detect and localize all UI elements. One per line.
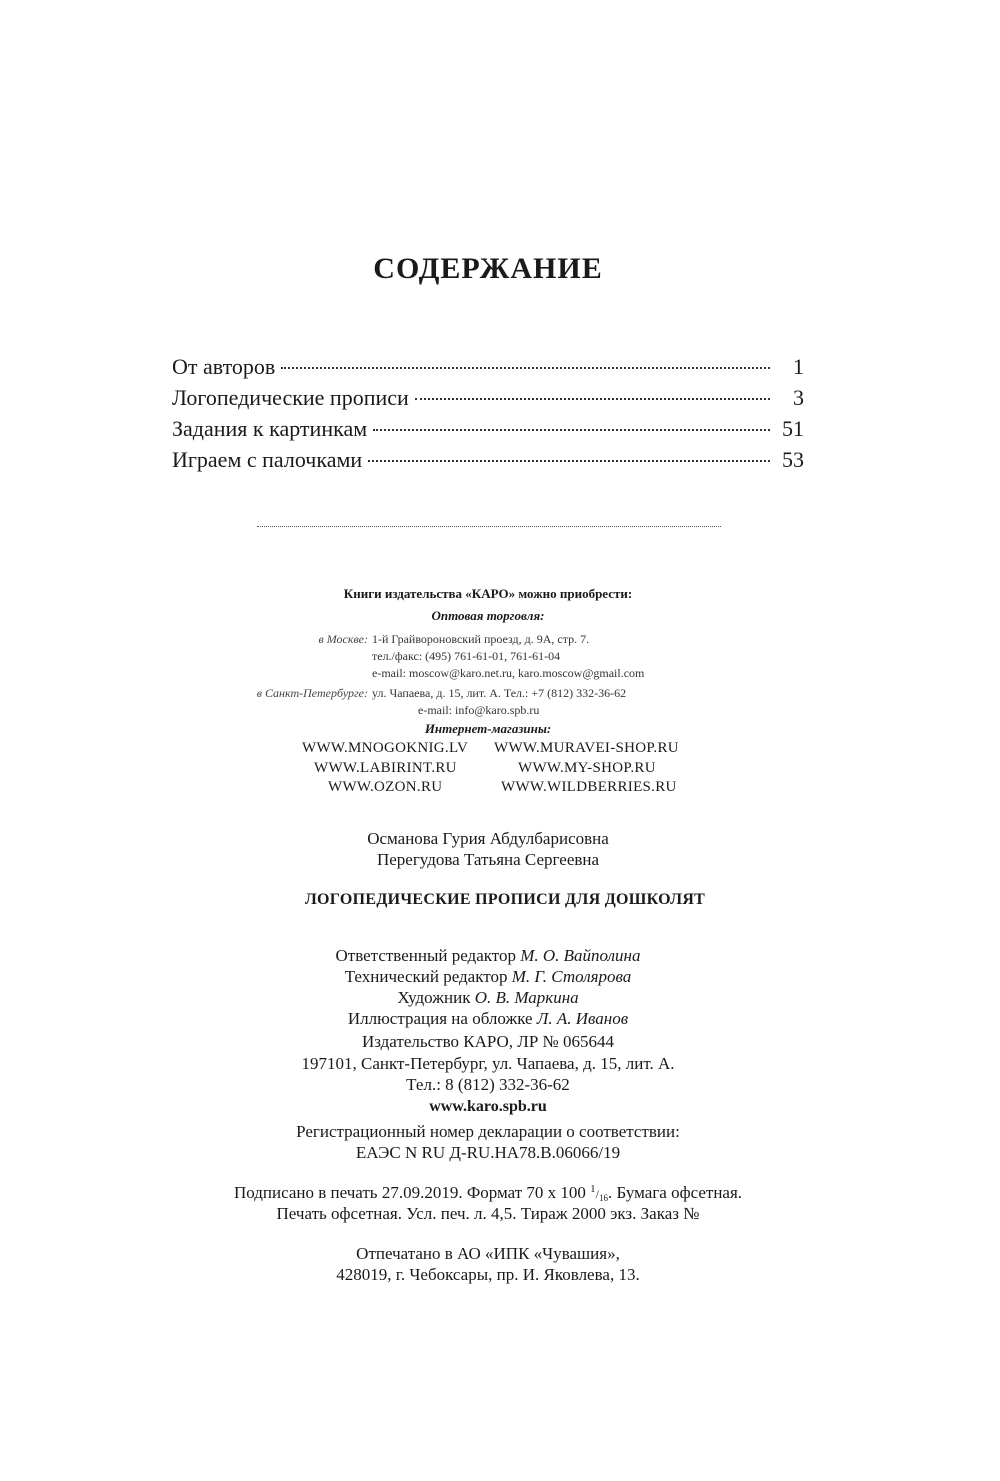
online-heading: Интернет-магазины: xyxy=(424,721,552,736)
shop-link[interactable]: WWW.LABIRINT.RU xyxy=(314,760,457,776)
shop-link[interactable]: WWW.MNOGOKNIG.LV xyxy=(302,740,469,756)
print-run: Печать офсетная. Усл. печ. л. 4,5. Тираж 2000 экз. Заказ № xyxy=(276,1204,700,1223)
toc-item-page: 1 xyxy=(793,354,804,379)
shop-link[interactable]: WWW.MURAVEI-SHOP.RU xyxy=(494,740,679,756)
spb-label: в Санкт-Петербурге: xyxy=(256,686,368,700)
moscow-address: 1-й Грайвороновский проезд, д. 9А, стр. 7. xyxy=(372,632,590,646)
shop-link[interactable]: WWW.MY-SHOP.RU xyxy=(518,760,656,776)
credit-name: О. В. Маркина xyxy=(474,988,579,1007)
credit-role: Художник xyxy=(397,988,471,1007)
toc-item-page: 51 xyxy=(782,416,804,441)
credit-role: Технический редактор xyxy=(344,967,508,986)
credit-name: М. О. Вайполина xyxy=(520,946,641,965)
credit-name: Л. А. Иванов xyxy=(536,1009,629,1028)
format-fraction-numerator: 1 xyxy=(590,1183,596,1195)
toc-item-page: 53 xyxy=(782,447,804,472)
print-format: Подписано в печать 27.09.2019. Формат 70 х 100 xyxy=(233,1183,586,1202)
book-title: ЛОГОПЕДИЧЕСКИЕ ПРОПИСИ ДЛЯ ДОШКОЛЯТ xyxy=(304,891,706,908)
moscow-phone: тел./факс: (495) 761-61-01, 761-61-04 xyxy=(372,649,561,663)
moscow-label: в Москве: xyxy=(318,632,368,646)
toc-item-page: 3 xyxy=(793,385,804,410)
toc-item[interactable] xyxy=(172,416,804,446)
credit-name: М. Г. Столярова xyxy=(511,967,632,986)
toc-leader-dots xyxy=(281,366,770,369)
toc-leader-dots xyxy=(368,459,770,462)
toc-item-label: Логопедические прописи xyxy=(172,385,409,410)
author-name: Османова Гурия Абдулбарисовна xyxy=(367,829,609,848)
credit-line xyxy=(0,967,976,987)
credit-line xyxy=(0,1009,976,1029)
toc-item-label: От авторов xyxy=(172,354,276,379)
registration-heading: Регистрационный номер декларации о соответствии: xyxy=(296,1122,680,1141)
publisher-address: 197101, Санкт-Петербург, ул. Чапаева, д. 15, лит. А. xyxy=(301,1054,675,1073)
format-fraction-denominator: 16 xyxy=(599,1193,609,1203)
shop-link[interactable]: WWW.WILDBERRIES.RU xyxy=(501,779,677,795)
credit-line xyxy=(0,988,976,1008)
toc-item-label: Задания к картинкам xyxy=(172,416,368,441)
print-paper: . Бумага офсетная. xyxy=(608,1183,743,1202)
credit-role: Иллюстрация на обложке xyxy=(347,1009,533,1028)
toc-leader-dots xyxy=(373,428,770,431)
toc-item[interactable] xyxy=(172,385,804,415)
spb-address: ул. Чапаева, д. 15, лит. А. Тел.: +7 (812) 332-36-62 xyxy=(372,686,627,700)
spb-email[interactable]: e-mail: info@karo.spb.ru xyxy=(418,703,540,717)
shop-link[interactable]: WWW.OZON.RU xyxy=(328,779,443,795)
publisher-license: Издательство КАРО, ЛР № 065644 xyxy=(361,1032,615,1051)
purchase-heading: Книги издательства «КАРО» можно приобрести: xyxy=(343,586,633,601)
author-name: Перегудова Татьяна Сергеевна xyxy=(376,850,600,869)
printer-address: 428019, г. Чебоксары, пр. И. Яковлева, 13. xyxy=(336,1265,640,1284)
printer-name: Отпечатано в АО «ИПК «Чувашия», xyxy=(356,1244,620,1263)
toc-item[interactable] xyxy=(172,447,804,477)
toc-leader-dots xyxy=(415,397,770,400)
wholesale-heading: Оптовая торговля: xyxy=(431,608,545,623)
page-title: СОДЕРЖАНИЕ xyxy=(373,252,603,285)
publisher-website[interactable]: www.karo.spb.ru xyxy=(429,1098,547,1115)
moscow-email[interactable]: e-mail: moscow@karo.net.ru, karo.moscow@gmail.com xyxy=(372,666,645,680)
toc-item-label: Играем с палочками xyxy=(172,447,363,472)
registration-number: ЕАЭС N RU Д-RU.HA78.B.06066/19 xyxy=(355,1143,621,1162)
credit-line xyxy=(0,946,976,966)
publisher-phone: Тел.: 8 (812) 332-36-62 xyxy=(406,1075,570,1094)
section-divider xyxy=(257,526,721,527)
credit-role: Ответственный редактор xyxy=(335,946,516,965)
print-details: Подписано в печать 27.09.2019. Формат 70 х 100 $^1/_{16}$. Бумага офсетная. xyxy=(233,1183,743,1203)
toc-item[interactable] xyxy=(172,354,804,384)
